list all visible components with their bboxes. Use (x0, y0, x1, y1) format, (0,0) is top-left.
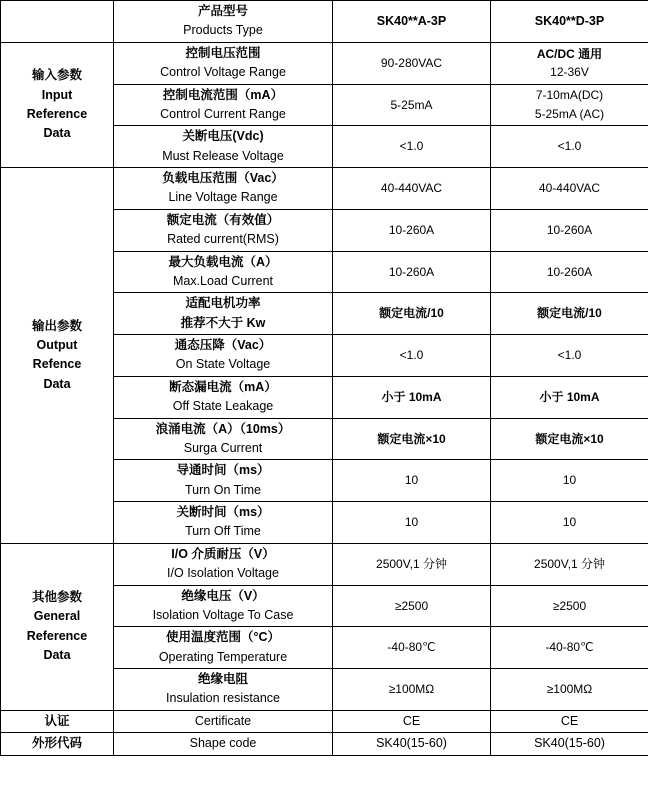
category-line: Reference (26, 106, 88, 121)
value-cell-d (491, 126, 648, 168)
value-cell-a (333, 502, 491, 544)
table-row-shape-code (1, 733, 648, 755)
value-line: 小于 10mA (381, 389, 442, 404)
value-cell-a (333, 84, 491, 126)
value-line: <1.0 (399, 348, 424, 363)
footer-value-a: SK40(15-60) (333, 733, 491, 755)
parameter-en: Insulation resistance (166, 691, 280, 706)
header-model-d: SK40**D-3P (491, 1, 648, 43)
parameter-en: Control Voltage Range (160, 65, 286, 80)
table-row-certificate (1, 710, 648, 732)
table-row (1, 543, 648, 585)
value-line: 12-36V (550, 65, 589, 80)
header-parameter-cn: 产品型号 (197, 4, 248, 18)
value-cell-a (333, 293, 491, 335)
parameter-cell (114, 168, 333, 210)
header-model-a: SK40**A-3P (333, 1, 491, 43)
value-line: 5-25mA (AC) (534, 106, 605, 121)
parameter-cn: 浪涌电流（A）（10ms） (155, 421, 291, 436)
value-line: 额定电流/10 (379, 306, 444, 321)
value-line: 90-280VAC (380, 55, 443, 70)
value-cell-d (491, 251, 648, 293)
parameter-en: Turn Off Time (185, 524, 261, 539)
footer-parameter: Certificate (114, 710, 333, 732)
value-line: ≥2500 (394, 598, 429, 613)
parameter-cn: 绝缘电压（V） (181, 588, 265, 603)
category-line: General (33, 609, 81, 624)
parameter-cn: 控制电流范围（mA） (162, 87, 284, 102)
value-line: -40-80℃ (387, 640, 436, 655)
category-cell-general (1, 543, 114, 710)
value-line: ≥2500 (552, 598, 587, 613)
value-cell-d (491, 293, 648, 335)
parameter-cn: 使用温度范围（°C） (165, 630, 281, 645)
category-line: 其他参数 (31, 590, 82, 604)
value-cell-a (333, 543, 491, 585)
value-cell-d (491, 168, 648, 210)
parameter-en: Turn On Time (185, 482, 261, 497)
footer-value-a: CE (333, 710, 491, 732)
value-line: <1.0 (557, 139, 582, 154)
parameter-cell (114, 669, 333, 711)
value-line: 额定电流×10 (377, 431, 446, 446)
value-line: ≥100MΩ (388, 682, 435, 697)
value-line: 10 (404, 515, 419, 530)
parameter-en: Rated current(RMS) (167, 232, 279, 247)
value-cell-d (491, 84, 648, 126)
parameter-cn: 绝缘电阻 (197, 672, 248, 686)
parameter-cell (114, 418, 333, 460)
category-line: 输出参数 (31, 318, 82, 333)
value-cell-d (491, 209, 648, 251)
value-cell-d (491, 585, 648, 627)
parameter-cell (114, 335, 333, 377)
parameter-cell (114, 84, 333, 126)
header-parameter-en: Products Type (183, 23, 263, 38)
value-line: 10 (562, 473, 577, 488)
parameter-cn: 导通时间（ms） (176, 463, 270, 478)
parameter-cn: 额定电流（有效值） (166, 212, 280, 227)
value-line: <1.0 (557, 348, 582, 363)
header-parameter-cell (114, 1, 333, 43)
parameter-en: Max.Load Current (172, 273, 274, 288)
value-cell-d (491, 335, 648, 377)
parameter-en: Operating Temperature (158, 649, 288, 664)
category-line: Input (41, 87, 73, 102)
parameter-cell (114, 126, 333, 168)
parameter-en: Surga Current (183, 440, 263, 455)
parameter-en: On State Voltage (175, 357, 271, 372)
parameter-cell (114, 42, 333, 84)
parameter-en: Must Release Voltage (162, 148, 284, 163)
value-cell-a (333, 585, 491, 627)
value-line: 2500V,1 分钟 (534, 556, 605, 571)
parameter-cn: 适配电机功率 (185, 296, 261, 311)
parameter-en: Isolation Voltage To Case (152, 607, 294, 622)
parameter-cell (114, 585, 333, 627)
value-cell-a (333, 460, 491, 502)
category-line: Data (43, 126, 71, 141)
value-cell-d (491, 502, 648, 544)
category-line: Output (36, 338, 78, 352)
value-line: 额定电流/10 (537, 306, 602, 321)
category-line: Data (43, 376, 71, 391)
parameter-cn: 最大负载电流（A） (168, 254, 278, 269)
category-cell-output (1, 168, 114, 544)
value-cell-a (333, 209, 491, 251)
value-line: 10 (562, 515, 577, 530)
value-line: 10-260A (388, 264, 435, 279)
value-cell-d (491, 460, 648, 502)
value-line: 2500V,1 分钟 (376, 556, 447, 571)
value-line: 40-440VAC (380, 181, 443, 196)
footer-category: 外形代码 (1, 733, 114, 755)
category-line: 输入参数 (31, 68, 82, 83)
value-cell-a (333, 42, 491, 84)
parameter-cn: 断态漏电流（mA） (169, 379, 277, 394)
table-row-header (1, 1, 648, 43)
value-line: ≥100MΩ (546, 682, 593, 697)
value-line: 额定电流×10 (535, 431, 604, 446)
parameter-en: Off State Leakage (172, 399, 274, 414)
value-cell-d (491, 376, 648, 418)
category-line: Data (43, 648, 71, 663)
value-line: 5-25mA (390, 97, 433, 112)
parameter-cn: 负载电压范围（Vac） (162, 171, 284, 185)
table-row (1, 168, 648, 210)
value-line: <1.0 (399, 139, 424, 154)
footer-category: 认证 (1, 710, 114, 732)
value-line: 10 (404, 473, 419, 488)
footer-parameter: Shape code (114, 733, 333, 755)
parameter-cell (114, 502, 333, 544)
value-cell-a (333, 251, 491, 293)
value-line: 10-260A (546, 264, 593, 279)
value-cell-d (491, 418, 648, 460)
value-line: AC/DC 通用 (536, 46, 603, 61)
value-cell-a (333, 168, 491, 210)
parameter-cell (114, 251, 333, 293)
category-line: Reference (26, 628, 88, 643)
value-cell-a (333, 126, 491, 168)
category-line: Refence (32, 357, 82, 372)
footer-value-d: CE (491, 710, 648, 732)
footer-value-d: SK40(15-60) (491, 733, 648, 755)
parameter-en: Line Voltage Range (168, 190, 278, 205)
parameter-en: I/O Isolation Voltage (167, 566, 279, 581)
value-cell-a (333, 627, 491, 669)
parameter-cn: 控制电压范围 (185, 45, 261, 60)
parameter-cn: 关断时间（ms） (176, 505, 270, 519)
value-cell-d (491, 669, 648, 711)
parameter-en: Control Current Range (160, 106, 286, 121)
parameter-en: 推荐不大于 Kw (180, 315, 266, 330)
parameter-cell (114, 376, 333, 418)
value-line: 小于 10mA (539, 389, 600, 404)
value-cell-d (491, 543, 648, 585)
parameter-cell (114, 460, 333, 502)
parameter-cell (114, 293, 333, 335)
value-cell-a (333, 376, 491, 418)
parameter-cell (114, 543, 333, 585)
value-line: 10-260A (388, 222, 435, 237)
value-cell-a (333, 418, 491, 460)
value-line: 40-440VAC (538, 181, 601, 196)
value-cell-a (333, 335, 491, 377)
header-category-cell (1, 1, 114, 43)
value-line: 10-260A (546, 222, 593, 237)
value-cell-a (333, 669, 491, 711)
parameter-cell (114, 209, 333, 251)
category-cell-input (1, 42, 114, 167)
value-line: 7-10mA(DC) (535, 88, 604, 103)
parameter-cell (114, 627, 333, 669)
parameter-cn: I/O 介质耐压（V） (171, 546, 275, 561)
value-cell-d (491, 42, 648, 84)
parameter-cn: 关断电压(Vdc) (182, 129, 264, 144)
table-row (1, 42, 648, 84)
parameter-cn: 通态压降（Vac） (174, 338, 272, 352)
value-cell-d (491, 627, 648, 669)
value-line: -40-80℃ (545, 640, 594, 655)
